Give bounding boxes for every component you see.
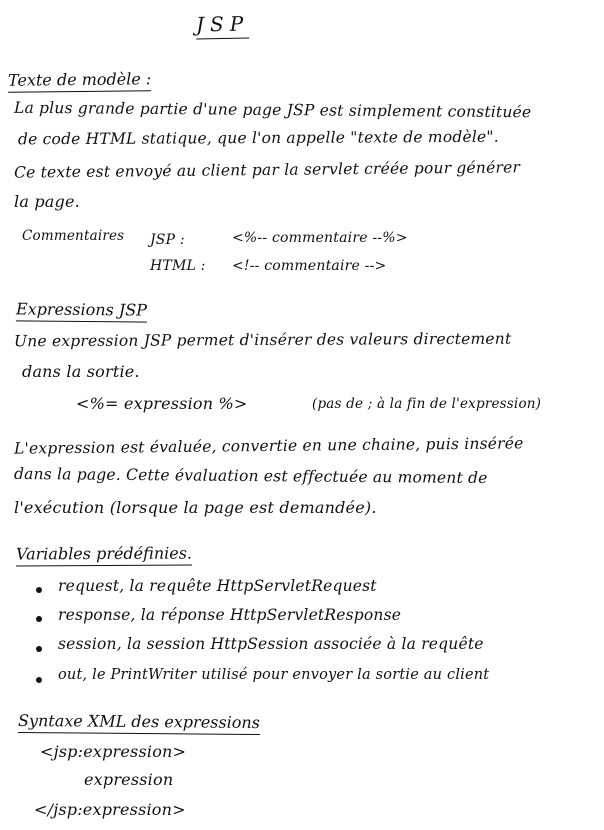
bullet-icon [36,616,42,622]
jsp-comment-syntax: <%-- commentaire --%> [232,230,408,246]
jsp-comment-label: JSP : [150,232,185,248]
text-line: La plus grande partie d'une page JSP est simplement constituée [13,98,532,122]
list-item-session: session, la session HttpSession associée à la requête [58,635,484,653]
html-comment-syntax: <!-- commentaire --> [232,258,387,274]
xml-open-tag: <jsp:expression> [40,742,187,761]
text-line: la page. [14,192,80,211]
text-line: dans la sortie. [22,362,140,381]
section-heading-syntaxe-xml: Syntaxe XML des expressions [18,711,260,735]
expression-syntax-note: (pas de ; à la fin de l'expression) [312,396,542,412]
comments-label: Commentaires [22,228,125,244]
bullet-icon [36,646,42,652]
section-heading-expressions-jsp: Expressions JSP [16,299,147,322]
text-line: L'expression est évaluée, convertie en une chaine, puis insérée [13,434,524,458]
list-item-request: request, la requête HttpServletRequest [58,577,377,595]
text-line: de code HTML statique, que l'on appelle "texte de modèle". [17,127,499,149]
section-heading-variables-predefinies: Variables prédéfinies. [16,544,192,567]
bullet-icon [36,587,42,593]
text-line: dans la page. Cette évaluation est effectuée au moment de [13,464,488,488]
xml-close-tag: </jsp:expression> [34,800,186,819]
text-line: Ce texte est envoyé au client par la servlet créée pour générer [13,158,521,182]
page-title: JSP [196,12,250,40]
list-item-response: response, la réponse HttpServletResponse [58,606,402,624]
bullet-icon [36,677,42,683]
text-line: l'exécution (lorsque la page est demandée). [14,498,377,517]
list-item-out: out, le PrintWriter utilisé pour envoyer la sortie au client [58,667,490,683]
expression-syntax: <%= expression %> [76,394,248,413]
xml-expression-body: expression [84,770,174,789]
text-line: Une expression JSP permet d'insérer des valeurs directement [13,329,512,351]
section-heading-texte-de-modele: Texte de modèle : [8,69,152,92]
html-comment-label: HTML : [150,258,206,274]
